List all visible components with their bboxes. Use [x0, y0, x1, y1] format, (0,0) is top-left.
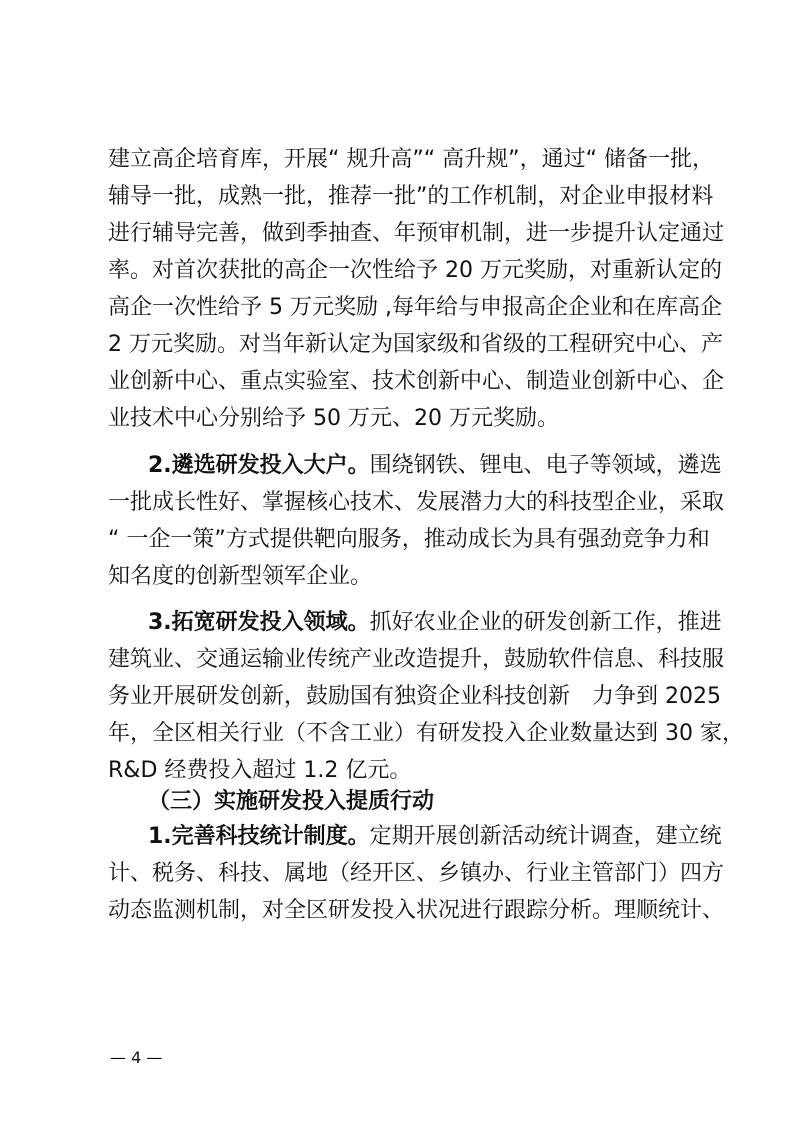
paragraph-line: 建筑业、交通运输业传统产业改造提升，鼓励软件信息、科技服	[108, 647, 725, 672]
item-1-title: 1.完善科技统计制度。	[148, 824, 370, 849]
paragraph-line: “ 一企一策”方式提供靶向服务，推动成长为具有强劲竞争力和	[108, 527, 710, 552]
paragraph-line: 进行辅导完善，做到季抽查、年预审机制，进一步提升认定通过	[108, 221, 725, 246]
section-heading: （三）实施研发投入提质行动	[148, 789, 435, 814]
paragraph-line: 务业开展研发创新，鼓励国有独资企业科技创新 力争到 2025	[108, 684, 721, 709]
paragraph-line: 业创新中心、重点实验室、技术创新中心、制造业创新中心、企	[108, 369, 725, 394]
item-2-text: 围绕钢铁、锂电、电子等领域，遴选	[369, 453, 722, 478]
paragraph-line: 知名度的创新型领军企业。	[108, 564, 373, 589]
item-3-text: 抓好农业企业的研发创新工作，推进	[369, 610, 722, 635]
paragraph-line: 建立高企培育库，开展“ 规升高”“ 高升规”，通过“ 储备一批，	[108, 147, 714, 172]
paragraph-line: 计、税务、科技、属地（经开区、乡镇办、行业主管部门）四方	[108, 861, 725, 886]
item-2-title: 2.遴选研发投入大户。	[148, 453, 370, 478]
paragraph-line: 年，全区相关行业（不含工业）有研发投入企业数量达到 30 家，	[108, 721, 744, 746]
item-3-first-line	[148, 607, 722, 639]
paragraph-line: R&D 经费投入超过 1.2 亿元。	[108, 758, 412, 783]
paragraph-line: 动态监测机制，对全区研发投入状况进行跟踪分析。理顺统计、	[108, 898, 725, 923]
paragraph-line: 2 万元奖励。对当年新认定为国家级和省级的工程研究中心、产	[108, 332, 723, 357]
paragraph-line: 辅导一批，成熟一批，推荐一批”的工作机制，对企业申报材料	[108, 184, 714, 209]
paragraph-line: 一批成长性好、掌握核心技术、发展潜力大的科技型企业，采取	[108, 490, 725, 515]
item-1-first-line	[148, 821, 722, 853]
item-2-first-line	[148, 450, 722, 482]
paragraph-line: 率。对首次获批的高企一次性给予 20 万元奖励，对重新认定的	[108, 258, 722, 283]
paragraph-line: 高企一次性给予 5 万元奖励 ,每年给与申报高企企业和在库高企	[108, 295, 722, 320]
item-1-text: 定期开展创新活动统计调查，建立统	[369, 824, 722, 849]
item-3-title: 3.拓宽研发投入领域。	[148, 610, 370, 635]
paragraph-line: 业技术中心分别给予 50 万元、20 万元奖励。	[108, 406, 559, 431]
page-number: — 4 —	[110, 1048, 163, 1067]
